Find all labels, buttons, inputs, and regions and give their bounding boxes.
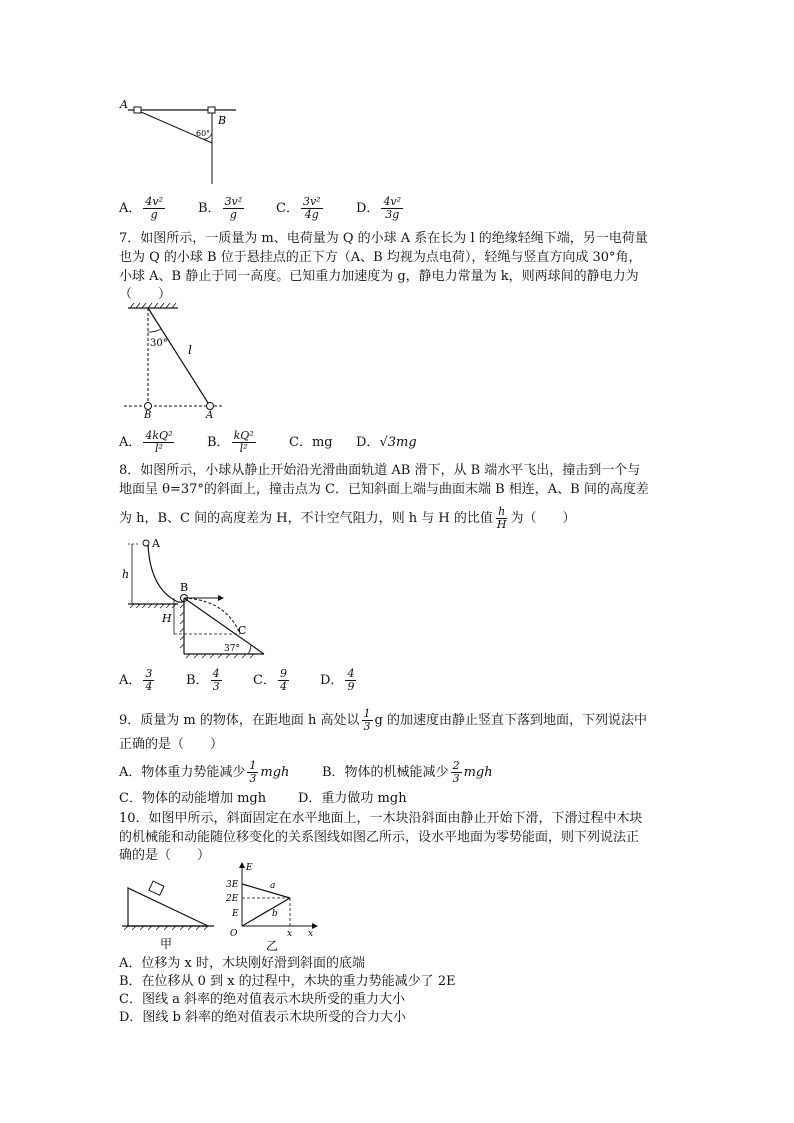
q7-line-2: 也为 Q 的小球 B 位于悬挂点的正下方（A、B 均视为点电荷），轻绳与竖直方向成 30°角， (119, 250, 642, 265)
q10-line-a: a (270, 881, 276, 891)
q7-figure (118, 302, 228, 420)
q7-line-1: 7．如图所示，一质量为 m、电荷量为 Q 的小球 A 系在长为 l 的绝缘轻绳下端，另一电荷量 (119, 231, 648, 246)
q6-option-b: B． $\frac{\text{3v²}}{g}$ (198, 195, 243, 221)
q8-line-3: 为 h，B、C 间的高度差为 H，不计空气阻力，则 h 与 H 的比值 $\frac{h}{H}$ 为（ ） (119, 505, 576, 531)
q9-line-2: 正确的是（ ） (119, 737, 224, 752)
q7-line-3: 小球 A、B 静止于同一高度。已知重力加速度为 g，静电力常量为 k，则两球间的静电力为 (119, 269, 639, 284)
q7-length: l (188, 343, 192, 357)
q8-line-1: 8．如图所示，小球从静止开始沿光滑曲面轨道 AB 滑下，从 B 端水平飞出，撞击到一个与 (119, 463, 641, 478)
q10-line-2: 的机械能和动能随位移变化的关系图线如图乙所示，设水平地面为零势能面，则下列说法正 (119, 830, 640, 845)
q8-option-a: A． $\frac{3}{4}$ (119, 667, 153, 693)
q7-line-4: （ ） (119, 287, 172, 302)
q8-label-c: C (238, 624, 247, 637)
q9-line-1: 9．质量为 m 的物体，在距地面 h 高处以 $\frac{1}{3}$ g 的加速度由静止竖直下落到地面，下列说法中 (119, 707, 647, 733)
q7-label-a: A (206, 410, 214, 420)
q9-option-d: D．重力做功 mgh (298, 791, 407, 806)
q7-option-d: D．√3mg (356, 435, 417, 450)
q10-option-a: A．位移为 x 时，木块刚好滑到斜面的底端 (119, 956, 365, 971)
q10-axis-x: x (308, 929, 314, 939)
q10-label-jia: 甲 (160, 937, 173, 951)
q8-label-a: A (152, 537, 160, 550)
q10-line-3: 确的是（ ） (119, 848, 211, 863)
q8-label-h: h (122, 568, 130, 581)
q7-angle: 30° (150, 338, 168, 349)
q10-tick-x: x (287, 929, 293, 939)
q8-label-b: B (180, 581, 189, 594)
q10-line-1: 10．如图甲所示，斜面固定在水平地面上，一木块沿斜面由静止开始下滑，下滑过程中木块 (119, 811, 643, 826)
q10-option-d: D．图线 b 斜率的绝对值表示木块所受的合力大小 (119, 1010, 407, 1025)
q10-axis-e: E (246, 863, 253, 873)
q10-option-b: B．在位移从 0 到 x 的过程中，木块的重力势能减少了 2E (119, 974, 456, 989)
q6-label-b: B (218, 114, 227, 127)
q6-angle: 60° (196, 129, 211, 138)
q9-option-a: A．物体重力势能减少 $\frac{1}{3}$ mgh (119, 759, 290, 785)
q9-option-b: B．物体的机械能减少 $\frac{2}{3}$ mgh (322, 759, 493, 785)
q6-option-a: A． $\frac{\text{4v²}}{g}$ (119, 195, 164, 221)
q10-option-c: C．图线 a 斜率的绝对值表示木块所受的重力大小 (119, 992, 405, 1007)
q8-option-d: D． $\frac{4}{9}$ (320, 667, 355, 693)
q6-figure (118, 96, 248, 188)
q10-tick-e: E (232, 909, 239, 919)
q10-figure (118, 862, 328, 954)
q8-option-b: B． $\frac{4}{3}$ (186, 667, 220, 693)
q7-option-b: B． $\frac{\text{kQ²}}{\text{l²}}$ (207, 429, 254, 455)
q7-option-c: C．mg (289, 435, 333, 450)
q7-label-b: B (144, 410, 152, 420)
q10-line-b: b (272, 909, 278, 919)
q8-angle: 37° (224, 644, 240, 654)
q10-tick-2e: 2E (226, 894, 239, 904)
q6-option-d: D． $\frac{\text{4v²}}{3g}$ (356, 195, 402, 221)
q8-option-c: C． $\frac{9}{4}$ (253, 667, 287, 693)
q10-origin: O (230, 929, 238, 939)
q8-line-2: 地面呈 θ=37°的斜面上，撞击点为 C．已知斜面上端与曲面末端 B 相连，A、B 间的高度差 (119, 482, 649, 497)
q6-option-c: C． $\frac{\text{3v²}}{4g}$ (276, 195, 321, 221)
q6-label-a: A (120, 98, 128, 111)
q10-label-yi: 乙 (266, 939, 279, 953)
q9-option-c: C．物体的动能增加 mgh (119, 791, 267, 806)
q8-figure (118, 534, 270, 660)
q8-label-H: H (162, 612, 172, 625)
q10-tick-3e: 3E (226, 880, 239, 890)
q7-option-a: A． $\frac{\text{4kQ²}}{\text{l²}}$ (119, 429, 173, 455)
